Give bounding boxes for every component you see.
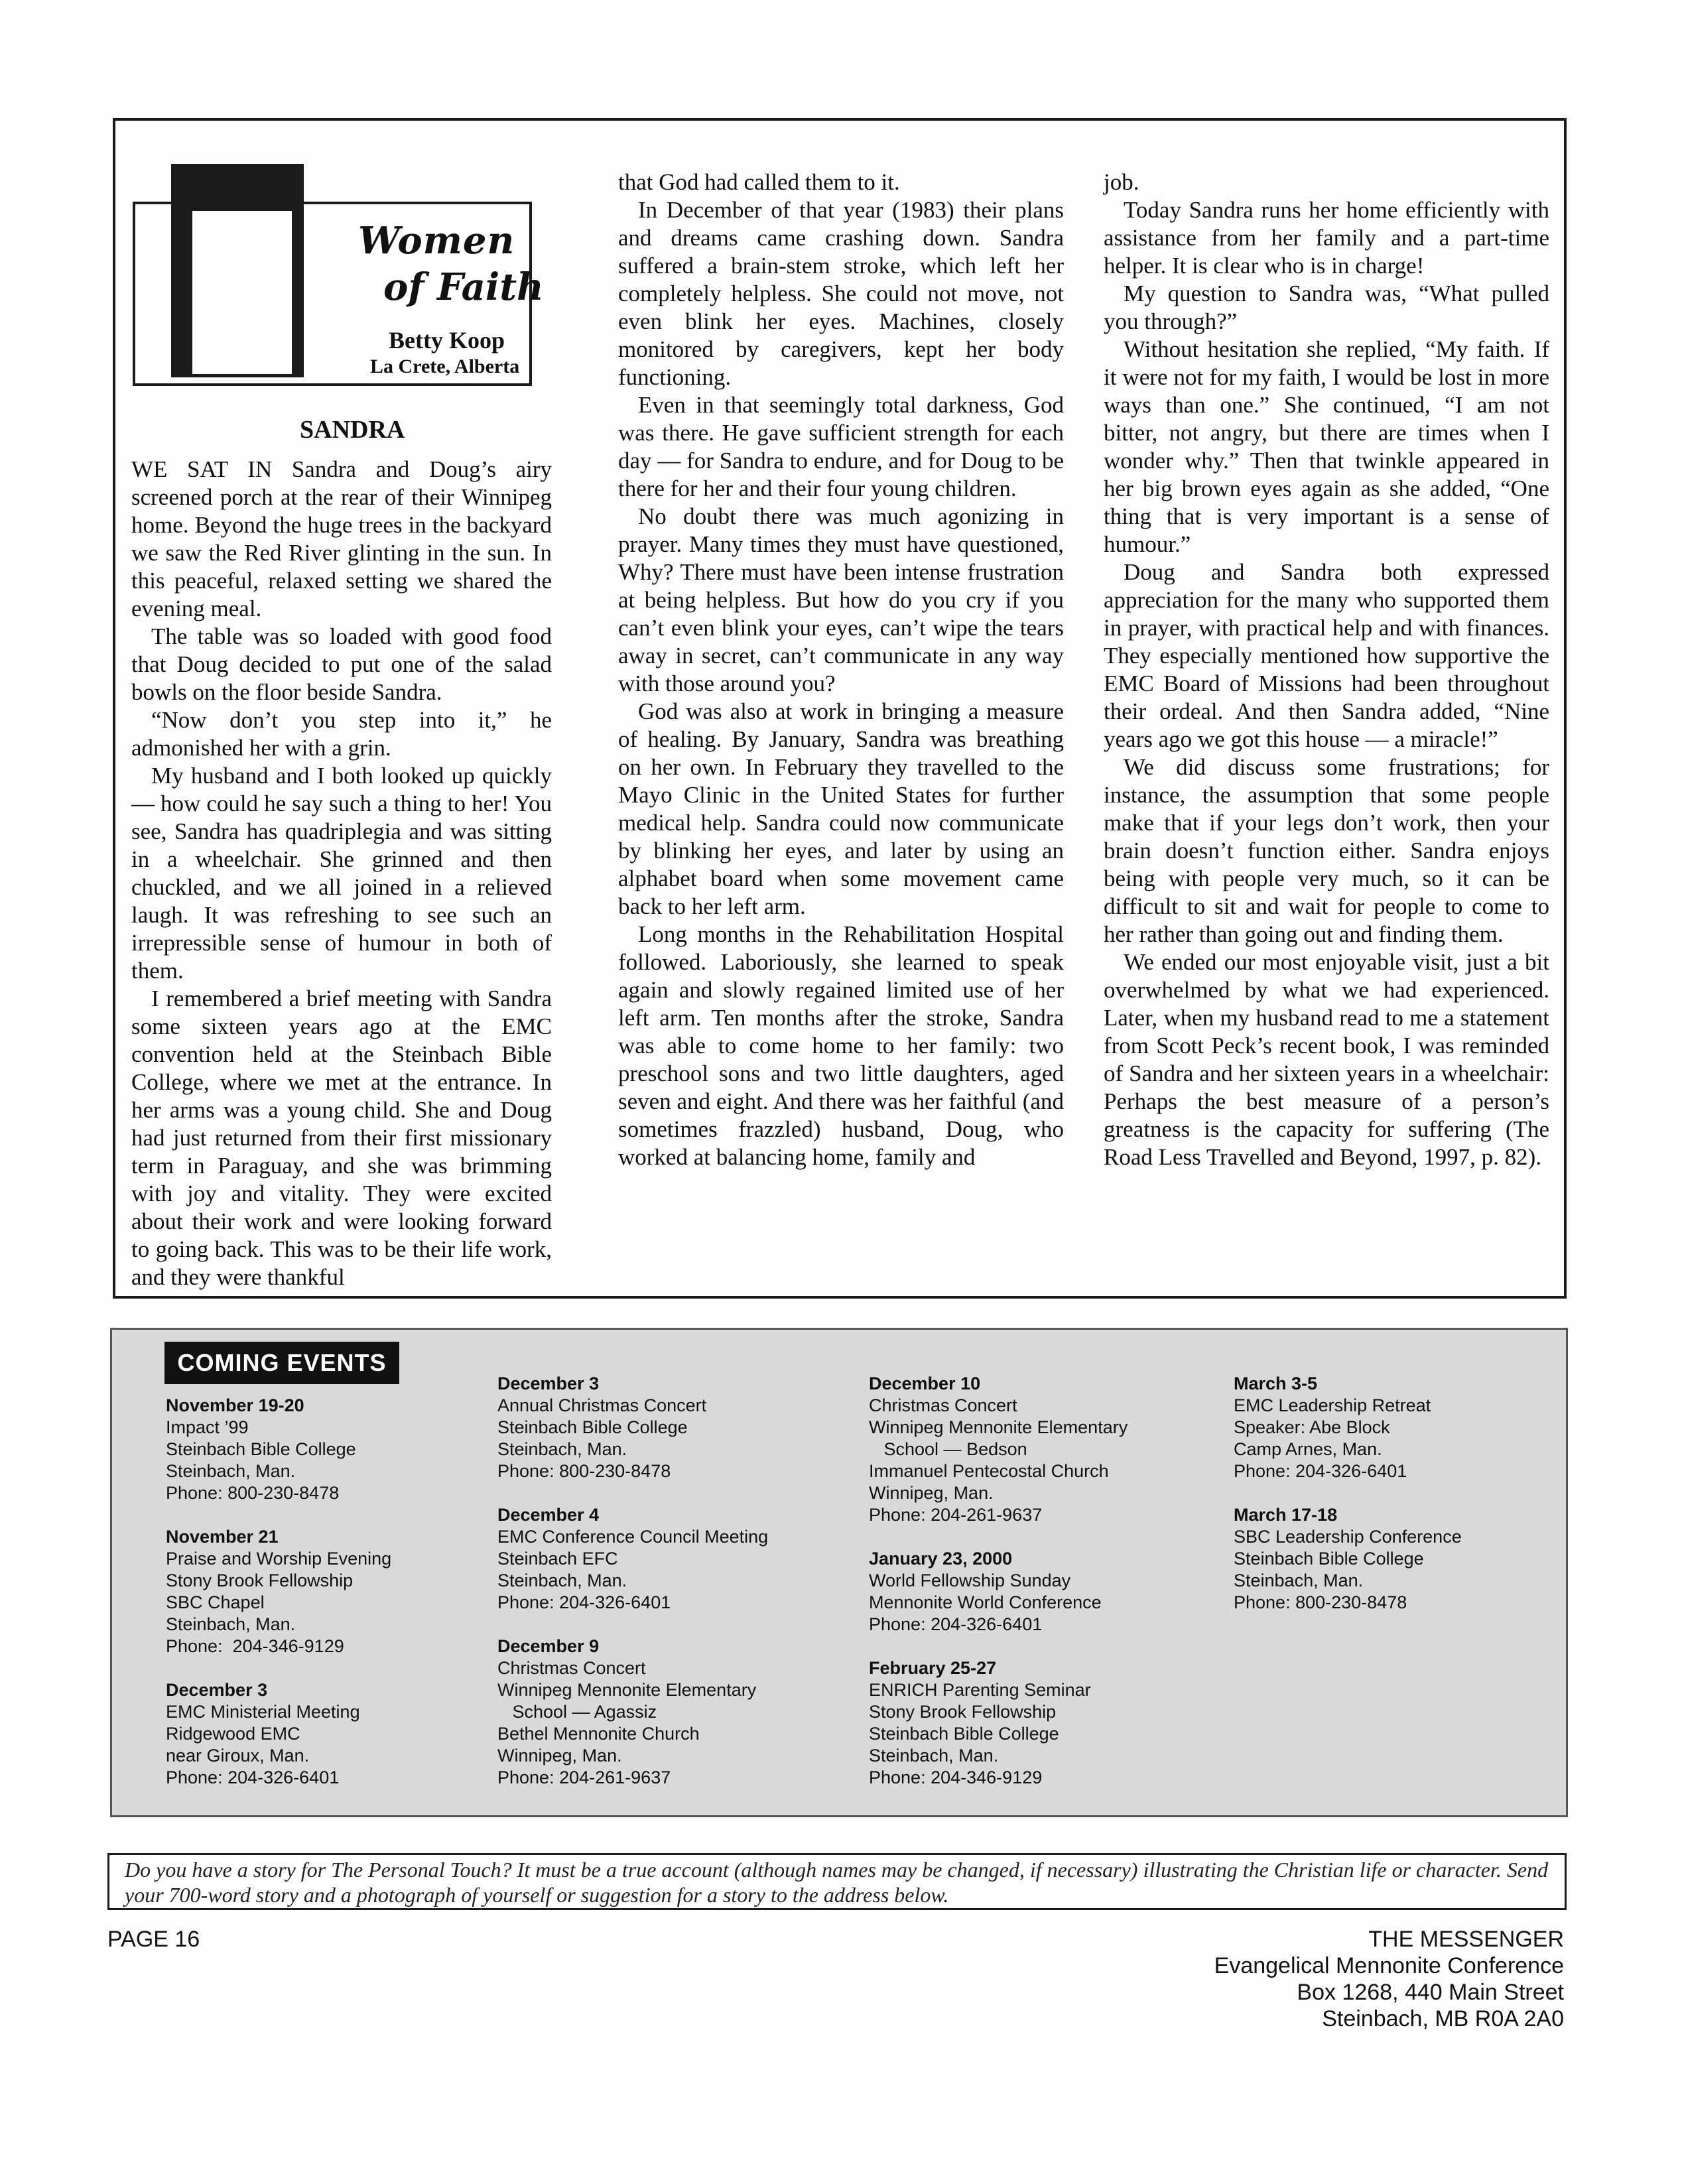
event-detail: Phone: 204-261-9637 bbox=[869, 1505, 1043, 1525]
event-detail: SBC Leadership Conference bbox=[1234, 1527, 1462, 1547]
event-detail: Steinbach Bible College bbox=[1234, 1549, 1424, 1569]
event-detail: Winnipeg, Man. bbox=[869, 1483, 994, 1503]
story-paragraph: Today Sandra runs her home efficiently with assistance from her family and a part-time helper. It is clear who is in charge! bbox=[1104, 197, 1549, 279]
story-paragraph: The table was so loaded with good food that Doug decided to put one of the salad bowls on the floor beside Sandra. bbox=[131, 623, 552, 705]
event-detail: Bethel Mennonite Church bbox=[497, 1724, 700, 1744]
page-number: PAGE 16 bbox=[107, 1927, 200, 1952]
event-detail: Steinbach, Man. bbox=[497, 1439, 627, 1459]
event-detail: Speaker: Abe Block bbox=[1234, 1417, 1390, 1437]
publisher-line: THE MESSENGER bbox=[1368, 1927, 1564, 1952]
event-date: December 4 bbox=[497, 1505, 600, 1525]
story-paragraph: God was also at work in bringing a measure of healing. By January, Sandra was breathing on her own. In February they travelled to the Mayo Clinic in the United States for further medical help. Sandra could now communicate by blinking her eyes, and later by using an alphabet board when some movement came back to her left arm. bbox=[618, 698, 1064, 919]
events-column-4 bbox=[1234, 1373, 1532, 1636]
event-item bbox=[497, 1636, 829, 1789]
event-date: January 23, 2000 bbox=[869, 1549, 1013, 1569]
event-detail: School — Bedson bbox=[869, 1439, 1027, 1459]
event-detail: Phone: 204-326-6401 bbox=[497, 1592, 671, 1612]
story-paragraph: Even in that seemingly total darkness, God was there. He gave sufficient strength for each day — for Sandra to endure, and for Doug to be there for her and their four young children. bbox=[618, 392, 1064, 501]
event-detail: Camp Arnes, Man. bbox=[1234, 1439, 1382, 1459]
event-detail: Steinbach, Man. bbox=[1234, 1571, 1364, 1590]
story-column-3 bbox=[1104, 168, 1549, 1171]
event-item bbox=[869, 1657, 1200, 1789]
story-column-1 bbox=[131, 456, 552, 1291]
event-item bbox=[497, 1373, 829, 1482]
event-item bbox=[166, 1395, 464, 1504]
event-item bbox=[869, 1548, 1200, 1636]
event-detail: Steinbach, Man. bbox=[166, 1461, 296, 1481]
event-detail: Praise and Worship Evening bbox=[166, 1549, 392, 1569]
event-date: December 3 bbox=[497, 1374, 600, 1393]
event-detail: near Giroux, Man. bbox=[166, 1746, 310, 1766]
event-date: December 10 bbox=[869, 1374, 981, 1393]
event-detail: Phone: 204-326-6401 bbox=[869, 1614, 1043, 1634]
author-location: La Crete, Alberta bbox=[370, 355, 520, 377]
event-date: February 25-27 bbox=[869, 1658, 997, 1678]
event-detail: EMC Ministerial Meeting bbox=[166, 1702, 360, 1722]
masthead-title-line-2: of Faith bbox=[383, 265, 544, 309]
event-item bbox=[869, 1373, 1200, 1526]
story-column-2 bbox=[618, 168, 1064, 1171]
event-detail: Phone: 800-230-8478 bbox=[1234, 1592, 1407, 1612]
publisher-line: Evangelical Mennonite Conference bbox=[1214, 1953, 1564, 1978]
event-item bbox=[166, 1526, 464, 1657]
event-detail: Steinbach, Man. bbox=[497, 1571, 627, 1590]
event-detail: Impact ’99 bbox=[166, 1417, 249, 1437]
event-detail: SBC Chapel bbox=[166, 1592, 265, 1612]
event-detail: EMC Conference Council Meeting bbox=[497, 1527, 769, 1547]
event-detail: EMC Leadership Retreat bbox=[1234, 1395, 1431, 1415]
event-detail: Winnipeg Mennonite Elementary bbox=[869, 1417, 1128, 1437]
event-detail: Mennonite World Conference bbox=[869, 1592, 1102, 1612]
event-detail: Phone: 800-230-8478 bbox=[497, 1461, 671, 1481]
event-item bbox=[166, 1679, 464, 1789]
event-detail: Phone: 204-326-6401 bbox=[1234, 1461, 1407, 1481]
event-detail: Phone: 204-261-9637 bbox=[497, 1767, 671, 1787]
event-detail: Steinbach Bible College bbox=[497, 1417, 688, 1437]
publisher-line: Steinbach, MB R0A 2A0 bbox=[1322, 2006, 1564, 2031]
author-name: Betty Koop bbox=[389, 327, 505, 353]
story-paragraph: job. bbox=[1104, 169, 1139, 195]
story-title: SANDRA bbox=[300, 416, 405, 444]
story-paragraph: In December of that year (1983) their plans and dreams came crashing down. Sandra suffered a brain-stem stroke, which left her completely helpless. She could not move, not even blink her eyes. Machines, closely monitored by caregivers, kept her body functioning. bbox=[618, 197, 1064, 390]
event-detail: Christmas Concert bbox=[497, 1658, 646, 1678]
events-column-3 bbox=[869, 1373, 1200, 1811]
publisher-line: Box 1268, 440 Main Street bbox=[1297, 1980, 1564, 2005]
coming-events-label: COMING EVENTS bbox=[164, 1342, 399, 1384]
event-detail: Stony Brook Fellowship bbox=[869, 1702, 1057, 1722]
story-paragraph: “Now don’t you step into it,” he admonished her with a grin. bbox=[131, 707, 552, 761]
story-paragraph: My question to Sandra was, “What pulled you through?” bbox=[1104, 281, 1549, 334]
event-date: November 19-20 bbox=[166, 1395, 304, 1415]
author-photo-placeholder bbox=[192, 211, 292, 374]
event-detail: Winnipeg Mennonite Elementary bbox=[497, 1680, 757, 1700]
story-paragraph: My husband and I both looked up quickly — how could he say such a thing to her! You see, Sandra has quadriplegia and was sitting in a wheelchair. She grinned and then chuckled, and we all joined in a relieved laugh. It was refreshing to see such an irrepressible sense of humour in both of them. bbox=[131, 763, 552, 984]
story-paragraph: No doubt there was much agonizing in prayer. Many times they must have questioned, Why? There must have been intense frustration at being helpless. But how do you cry if you can’t even blink your eyes, can’t wipe the tears away in secret, can’t communicate in any way with those around you? bbox=[618, 503, 1064, 696]
story-paragraph: WE SAT IN Sandra and Doug’s airy screened porch at the rear of their Winnipeg home. Beyond the huge trees in the backyard we saw the Red River glinting in the sun. In this peaceful, relaxed setting we shared the evening meal. bbox=[131, 456, 552, 621]
masthead-title-line-1: Women bbox=[358, 219, 515, 263]
event-detail: Ridgewood EMC bbox=[166, 1724, 300, 1744]
event-detail: Stony Brook Fellowship bbox=[166, 1571, 354, 1590]
event-detail: Phone: 204-326-6401 bbox=[166, 1767, 340, 1787]
events-column-1 bbox=[166, 1395, 464, 1811]
story-paragraph: Long months in the Rehabilitation Hospital followed. Laboriously, she learned to speak again and slowly regained limited use of her left arm. Ten months after the stroke, Sandra was able to come home to her family: two preschool sons and two little daughters, aged seven and eight. And there was her faithful (and sometimes frazzled) husband, Doug, who worked at balancing home, family and bbox=[618, 921, 1064, 1170]
events-column-2 bbox=[497, 1373, 829, 1811]
event-detail: Steinbach Bible College bbox=[166, 1439, 356, 1459]
event-detail: Phone: 204-346-9129 bbox=[869, 1767, 1043, 1787]
event-detail: Immanuel Pentecostal Church bbox=[869, 1461, 1109, 1481]
story-paragraph: Without hesitation she replied, “My faith. If it were not for my faith, I would be lost in more ways than one.” She continued, “I am not bitter, not angry, but there are times when I wonder why.” Then that twinkle appeared in her big brown eyes again as she added, “One thing that is very important is a sense of humour.” bbox=[1104, 336, 1549, 557]
event-date: March 17-18 bbox=[1234, 1505, 1338, 1525]
event-item bbox=[1234, 1373, 1532, 1482]
event-detail: Annual Christmas Concert bbox=[497, 1395, 707, 1415]
event-date: December 3 bbox=[166, 1680, 268, 1700]
event-detail: Phone: 800-230-8478 bbox=[166, 1483, 340, 1503]
story-submission-note: Do you have a story for The Personal Touch? It must be a true account (although names may be changed, if necessary) illustrating the Christian life or character. Send your 700-word story and a photograph of yourself or suggestion for a story to the address below. bbox=[125, 1858, 1549, 1907]
event-detail: Christmas Concert bbox=[869, 1395, 1017, 1415]
event-detail: Steinbach EFC bbox=[497, 1549, 618, 1569]
event-detail: ENRICH Parenting Seminar bbox=[869, 1680, 1091, 1700]
event-date: December 9 bbox=[497, 1636, 600, 1656]
event-detail: School — Agassiz bbox=[497, 1702, 657, 1722]
event-item bbox=[497, 1504, 829, 1614]
event-detail: Steinbach Bible College bbox=[869, 1724, 1059, 1744]
event-detail: Phone: 204-346-9129 bbox=[166, 1636, 344, 1656]
publisher-address bbox=[1214, 1926, 1564, 2032]
event-detail: World Fellowship Sunday bbox=[869, 1571, 1071, 1590]
event-detail: Steinbach, Man. bbox=[869, 1746, 999, 1766]
story-paragraph: that God had called them to it. bbox=[618, 169, 900, 195]
event-date: November 21 bbox=[166, 1527, 279, 1547]
event-detail: Steinbach, Man. bbox=[166, 1614, 296, 1634]
event-item bbox=[1234, 1504, 1532, 1614]
event-date: March 3-5 bbox=[1234, 1374, 1318, 1393]
story-paragraph: We did discuss some frustrations; for instance, the assumption that some people make that if your legs don’t work, then your brain doesn’t function either. Sandra enjoys being with people very much, so it can be difficult to sit and wait for people to come to her rather than going out and finding them. bbox=[1104, 754, 1549, 947]
story-paragraph: Doug and Sandra both expressed appreciation for the many who supported them in prayer, with practical help and with finances. They especially mentioned how supportive the EMC Board of Missions had been throughout their ordeal. And then Sandra added, “Nine years ago we got this house — a miracle!” bbox=[1104, 559, 1549, 752]
story-paragraph: I remembered a brief meeting with Sandra some sixteen years ago at the EMC convention held at the Steinbach Bible College, where we met at the entrance. In her arms was a young child. She and Doug had just returned from their first missionary term in Paraguay, and she was brimming with joy and vitality. They were excited about their work and were looking forward to going back. This was to be their life work, and they were thankful bbox=[131, 986, 552, 1290]
story-paragraph: We ended our most enjoyable visit, just a bit overwhelmed by what we had experienced. Later, when my husband read to me a statement from Scott Peck’s recent book, I was reminded of Sandra and her sixteen years in a wheelchair: Perhaps the best measure of a person’s greatness is the capacity for suffering (The Road Less Travelled and Beyond, 1997, p. 82). bbox=[1104, 949, 1549, 1170]
event-detail: Winnipeg, Man. bbox=[497, 1746, 622, 1766]
